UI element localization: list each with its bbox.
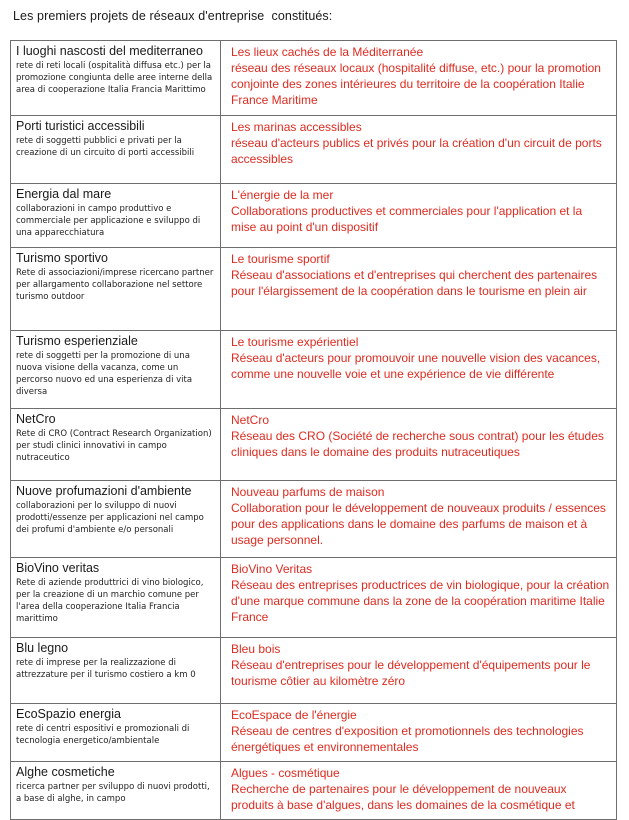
- french-title: Le tourisme sportif: [231, 252, 330, 266]
- italian-title: Turismo esperienziale: [16, 334, 138, 348]
- table-row: [11, 638, 616, 704]
- french-title: L'énergie de la mer: [231, 188, 334, 202]
- french-cell: [221, 481, 616, 557]
- italian-cell: [11, 762, 221, 819]
- french-description: Recherche de partenaires pour le développement de nouveaux produits à base d'algues, dans les domaines de la cosmétique et: [231, 782, 575, 812]
- french-description: Réseau de centres d'exposition et promotionnels des technologies énergétiques et environnementales: [231, 724, 584, 754]
- italian-description: Rete di CRO (Contract Research Organization) per studi clinici innovativi in campo nutraceutico: [16, 429, 212, 463]
- french-description: Réseau des entreprises productrices de vin biologique, pour la création d'une marque commune dans la zone de la coopération maritime Italie France: [231, 578, 610, 624]
- french-cell: [221, 184, 616, 247]
- italian-title: Alghe cosmetiche: [16, 765, 115, 779]
- french-cell: [221, 116, 616, 183]
- french-cell: [221, 558, 616, 637]
- italian-description: rete di soggetti pubblici e privati per la creazione di un circuito di porti accessibili: [16, 136, 195, 158]
- french-description: Réseau d'entreprises pour le développement d'équipements pour le tourisme côtier au kilomètre zéro: [231, 658, 591, 688]
- italian-description: rete di centri espositivi e promozionali di tecnologia energetico/ambientale: [16, 724, 190, 746]
- french-description: réseau d'acteurs publics et privés pour la création d'un circuit de ports accessibles: [231, 136, 602, 166]
- italian-title: Blu legno: [16, 641, 69, 655]
- french-cell: [221, 248, 616, 330]
- italian-description: Rete di associazioni/imprese ricercano partner per allargamento collaborazione nel settore turismo outdoor: [16, 268, 214, 302]
- french-description: Collaborations productives et commerciales pour l'application et la mise au point d'un dispositif: [231, 204, 583, 234]
- french-description: réseau des réseaux locaux (hospitalité diffuse, etc.) pour la promotion conjointe des zones intérieures du territoire de la coopération Italie France Maritime: [231, 61, 601, 107]
- french-title: EcoEspace de l'énergie: [231, 708, 357, 722]
- table-row: [11, 116, 616, 184]
- table-row: [11, 41, 616, 116]
- italian-title: EcoSpazio energia: [16, 707, 121, 721]
- italian-title: NetCro: [16, 412, 56, 426]
- italian-title: Nuove profumazioni d'ambiente: [16, 484, 192, 498]
- page-title: Les premiers projets de réseaux d'entreprise constitués:: [13, 9, 333, 23]
- italian-description: Rete di aziende produttrici di vino biologico, per la creazione di un marchio comune per l'area della cooperazione Italia Francia marittimo: [16, 578, 204, 624]
- table-row: [11, 184, 616, 248]
- table-row: [11, 331, 616, 409]
- italian-cell: [11, 558, 221, 637]
- italian-title: I luoghi nascosti del mediterraneo: [16, 44, 203, 58]
- italian-description: rete di soggetti per la promozione di una nuova visione della vacanza, come un percorso nuovo ed una esperienza di vita diversa: [16, 351, 193, 397]
- french-cell: [221, 331, 616, 408]
- italian-title: Porti turistici accessibili: [16, 119, 145, 133]
- french-title: Nouveau parfums de maison: [231, 485, 385, 499]
- italian-cell: [11, 638, 221, 703]
- french-cell: [221, 638, 616, 703]
- italian-description: rete di reti locali (ospitalità diffusa etc.) per la promozione congiunta delle aree interne della area di cooperazione Italia Francia Marittimo: [16, 61, 213, 95]
- table-row: [11, 248, 616, 331]
- italian-cell: [11, 481, 221, 557]
- french-description: Réseau d'associations et d'entreprises qui cherchent des partenaires pour l'élargissement de la coopération dans le tourisme en plein air: [231, 268, 598, 298]
- french-description: Collaboration pour le développement de nouveaux produits / essences pour des applications dans le domaine des parfums de maison et à usage personnel.: [231, 501, 606, 547]
- italian-description: collaborazioni per lo sviluppo di nuovi prodotti/essenze per applicazioni nel campo dei profumi d'ambiente e/o personali: [16, 501, 204, 535]
- table-row: [11, 409, 616, 481]
- french-title: Le tourisme expérientiel: [231, 335, 359, 349]
- italian-description: ricerca partner per sviluppo di nuovi prodotti, a base di alghe, in campo: [16, 782, 210, 804]
- french-cell: [221, 41, 616, 115]
- italian-cell: [11, 116, 221, 183]
- projects-table: [10, 40, 617, 820]
- italian-title: Energia dal mare: [16, 187, 112, 201]
- italian-description: rete di imprese per la realizzazione di attrezzature per il turismo costiero a km 0: [16, 658, 196, 680]
- table-row: [11, 558, 616, 638]
- french-description: Réseau des CRO (Société de recherche sous contrat) pour les études cliniques dans le domaine des produits nutraceutiques: [231, 429, 604, 459]
- italian-description: collaborazioni in campo produttivo e commerciale per applicazione e sviluppo di una apparecchiatura: [16, 204, 201, 238]
- italian-cell: [11, 41, 221, 115]
- italian-title: BioVino veritas: [16, 561, 100, 575]
- table-row: [11, 704, 616, 762]
- italian-cell: [11, 331, 221, 408]
- italian-cell: [11, 409, 221, 480]
- french-title: BioVino Veritas: [231, 562, 313, 576]
- french-description: Réseau d'acteurs pour promouvoir une nouvelle vision des vacances, comme une nouvelle voie et une expérience de vie différente: [231, 351, 601, 381]
- french-cell: [221, 409, 616, 480]
- italian-title: Turismo sportivo: [16, 251, 108, 265]
- french-cell: [221, 704, 616, 761]
- french-title: Algues - cosmétique: [231, 766, 340, 780]
- table-row: [11, 762, 616, 819]
- table-row: [11, 481, 616, 558]
- french-cell: [221, 762, 616, 819]
- french-title: Les marinas accessibles: [231, 120, 362, 134]
- french-title: NetCro: [231, 413, 270, 427]
- italian-cell: [11, 184, 221, 247]
- italian-cell: [11, 248, 221, 330]
- french-title: Les lieux cachés de la Méditerranée: [231, 45, 424, 59]
- french-title: Bleu bois: [231, 642, 281, 656]
- italian-cell: [11, 704, 221, 761]
